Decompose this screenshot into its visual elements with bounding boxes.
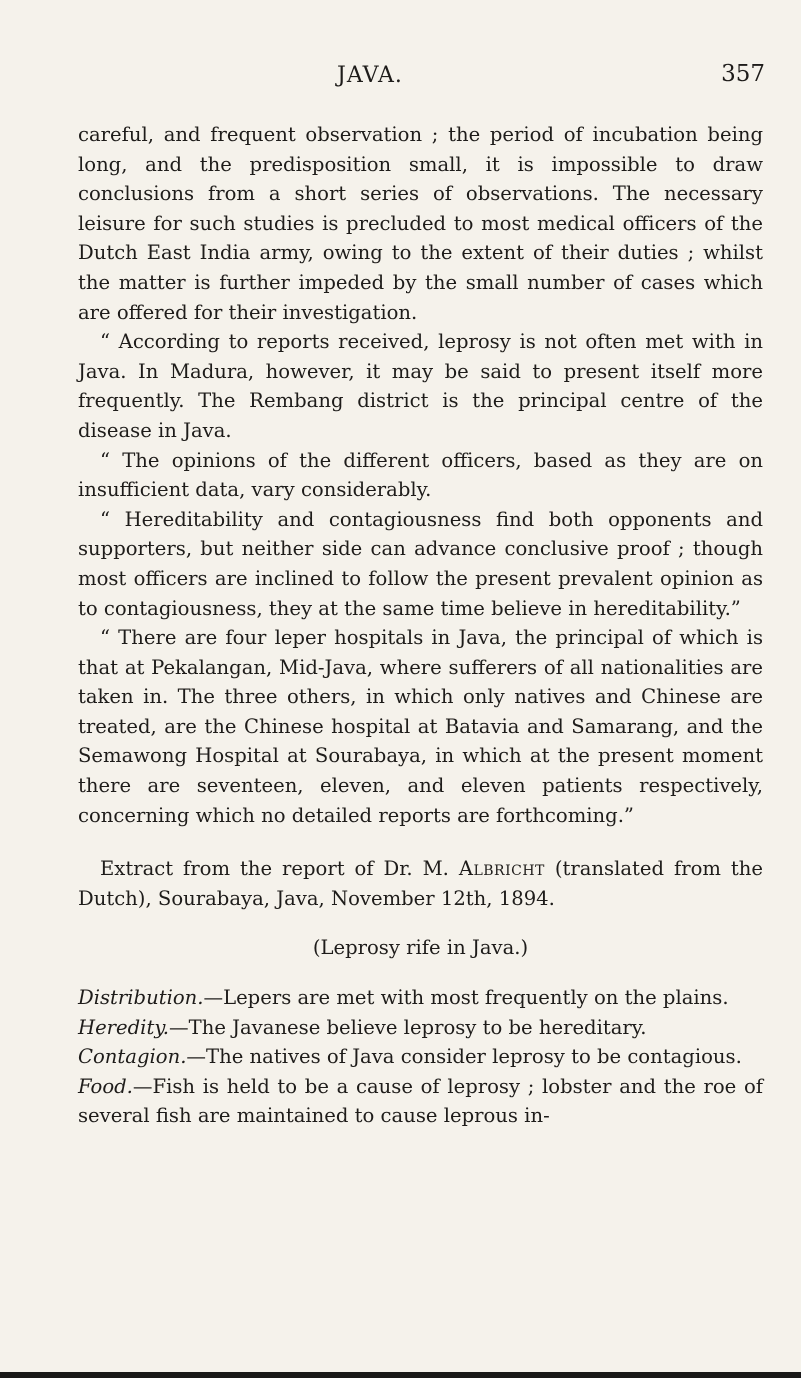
paragraph-leper-hospitals: “ There are four leper hospitals in Java, the principal of which is that at Pekalangan, Mid-Java, where sufferers of all nationalities are taken in. The three others, in which only natives and Chinese are treated, are the Chinese hospital at Batavia and Samarang, and the Semawong Hospital at Sourabaya, in which at the present moment there are seventeen, eleven, and eleven patients respectively, concerning which no detailed reports are forthcoming.” xyxy=(78,626,763,827)
entry-heredity xyxy=(78,1013,763,1043)
paragraph-continuation: careful, and frequent observation ; the period of incubation being long, and the predisposition small, it is impossible to draw conclusions from a short series of observations. The necessary leisure for such studies is precluded to most medical officers of the Dutch East India army, owing to the extent of their duties ; whilst the matter is further impeded by the small number of cases which are offered for their investigation. xyxy=(78,123,763,324)
entry-text: —The natives of Java consider leprosy to be contagious. xyxy=(186,1045,742,1069)
paragraph-java-reports: “ According to reports received, leprosy is not often met with in Java. In Madura, however, it may be said to present itself more frequently. The Rembang district is the principal centre of the disease in Java. xyxy=(78,330,763,442)
extract-author-name: Albricht xyxy=(458,857,545,881)
section-subheading: (Leprosy rife in Java.) xyxy=(312,936,529,960)
extract-intro-after: (translated from the Dutch), Sourabaya, Java, November 12th, 1894. xyxy=(78,857,763,910)
entry-text: —Lepers are met with most frequently on the plains. xyxy=(203,986,729,1010)
entry-text: —The Javanese believe leprosy to be hereditary. xyxy=(169,1015,647,1039)
entry-head: Food. xyxy=(78,1074,133,1098)
page-number: 357 xyxy=(721,61,765,87)
paragraph-opinions: “ The opinions of the different officers, based as they are on insufficient data, vary considerably. xyxy=(78,448,763,502)
entry-distribution xyxy=(78,983,763,1013)
entry-text: —Fish is held to be a cause of leprosy ; lobster and the roe of several fish are maintained to cause leprous in- xyxy=(78,1074,763,1128)
entry-head: Contagion. xyxy=(78,1045,187,1069)
entry-food xyxy=(78,1072,763,1131)
extract-intro xyxy=(78,854,763,913)
extract-intro-before: Extract from the report of Dr. M. xyxy=(100,857,459,881)
running-head xyxy=(0,63,801,93)
entry-head: Distribution. xyxy=(78,986,204,1010)
running-title: JAVA. xyxy=(337,63,403,88)
body-text xyxy=(78,120,763,1131)
page-bottom-edge xyxy=(0,1372,801,1378)
paragraph-hereditability: “ Hereditability and contagiousness find both opponents and supporters, but neither side can advance conclusive proof ; though most officers are inclined to follow the present prevalent opinion as to contagiousness, they at the same time believe in hereditability.” xyxy=(78,507,763,620)
entry-contagion xyxy=(78,1042,763,1072)
entry-head: Heredity. xyxy=(78,1015,170,1039)
